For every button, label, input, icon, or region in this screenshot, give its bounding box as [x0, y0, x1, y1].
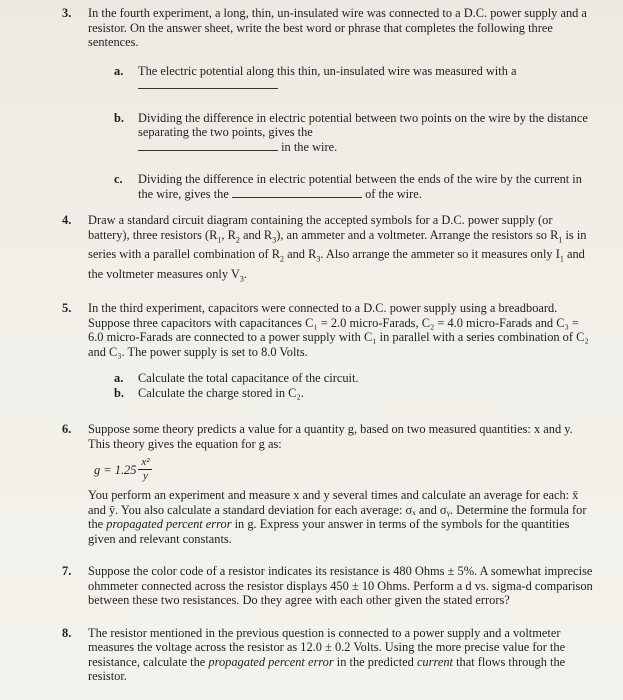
- question-5a: [114, 371, 593, 386]
- answer-blank[interactable]: [138, 78, 278, 89]
- sub-letter: a.: [114, 371, 124, 386]
- sub-text: Dividing the difference in electric potential between two points on the wire by the distance separating the two points, gives the: [138, 110, 588, 139]
- sub-text: Dividing the difference in electric potential between the ends of the wire by the current in the wire, gives the: [138, 172, 582, 201]
- question-3a: [114, 64, 593, 93]
- question-3c: [114, 172, 593, 201]
- fraction-numerator: x²: [141, 456, 150, 469]
- question-8: [62, 625, 593, 684]
- sub-letter: a.: [114, 63, 124, 78]
- equation-fraction: [138, 457, 152, 482]
- question-5b: [114, 386, 593, 401]
- question-number: 5.: [62, 301, 72, 316]
- sub-letter: b.: [114, 110, 124, 125]
- question-7: [62, 564, 593, 608]
- question-6: [62, 422, 593, 546]
- question-text: In the third experiment, capacitors were connected to a D.C. power supply using a breadboard. Suppose three capacitors with capacitances C₁ = 2.0 micro-Farads, C₂ = 4.0 micro-Farads and C₃ = 6.0 micro-Farads are connected to a power supply with C₁ in parallel with a series combination of C₂ and C₃. The power supply is set to 8.0 Volts.: [88, 301, 589, 359]
- sub-letter: c.: [114, 172, 123, 186]
- question-number: 6.: [62, 422, 72, 437]
- fraction-denominator: y: [142, 470, 148, 483]
- equation-lhs: g = 1.25: [94, 462, 137, 477]
- question-5: [62, 301, 593, 359]
- sub-text: Calculate the charge stored in C₂.: [138, 385, 304, 400]
- answer-blank[interactable]: [232, 187, 362, 198]
- question-text: Suppose the color code of a resistor indicates its resistance is 480 Ohms ± 5%. A somewhat imprecise ohmmeter connected across the resistor displays 450 ± 10 Ohms. Perform a d vs. sigma-d comparison between these two resistances. Do they agree with each other given the stated errors?: [88, 564, 593, 608]
- sub-letter: b.: [114, 385, 124, 400]
- sub-text-end: in the wire.: [281, 139, 338, 154]
- question-text: The resistor mentioned in the previous question is connected to a power supply and a voltmeter measures the voltage across the resistor as 12.0 ± 0.2 Volts. Using the more precise value for the resistance, calculate the propagated percent error in the predicted current that flows through the resistor.: [88, 625, 566, 684]
- sub-text: Calculate the total capacitance of the circuit.: [138, 371, 359, 386]
- question-number: 8.: [62, 625, 72, 640]
- question-3b: [114, 111, 593, 155]
- question-text: In the fourth experiment, a long, thin, un-insulated wire was connected to a D.C. power supply and a resistor. On the answer sheet, write the best word or phrase that completes the following three sentences.: [88, 6, 587, 49]
- sub-text-end: of the wire.: [365, 186, 422, 201]
- question-4: [62, 213, 593, 287]
- sub-text: The electric potential along this thin, un-insulated wire was measured with a: [138, 63, 517, 78]
- question-text-2: You perform an experiment and measure x and y several times and calculate an average for each: x̄ and ȳ. You also calculate a standard deviation for each average: σₓ and σᵧ. Determine the formula for the propagated percent error in g. Express your answer in terms of the symbols for the quantities given and relevant constants.: [88, 488, 587, 546]
- question-number: 3.: [62, 6, 72, 20]
- question-text: Draw a standard circuit diagram containing the accepted symbols for a D.C. power supply (or battery), three resistors ($R_1$, $R_2$ and $R_3$), an ammeter and a voltmeter. Arrange the resistors so $R_1$ is in series with a parallel combination of $R_2$ and $R_3$. Also arrange the ammeter so it measures only $I_1$ and the voltmeter measures only $V_3$.: [88, 213, 587, 284]
- question-number: 7.: [62, 564, 72, 579]
- equation: [94, 457, 593, 482]
- answer-blank[interactable]: [138, 140, 278, 151]
- question-text: Suppose some theory predicts a value for a quantity g, based on two measured quantities: x and y. This theory gives the equation for g as:: [88, 422, 573, 451]
- question-number: 4.: [62, 213, 72, 227]
- question-3: [62, 6, 593, 50]
